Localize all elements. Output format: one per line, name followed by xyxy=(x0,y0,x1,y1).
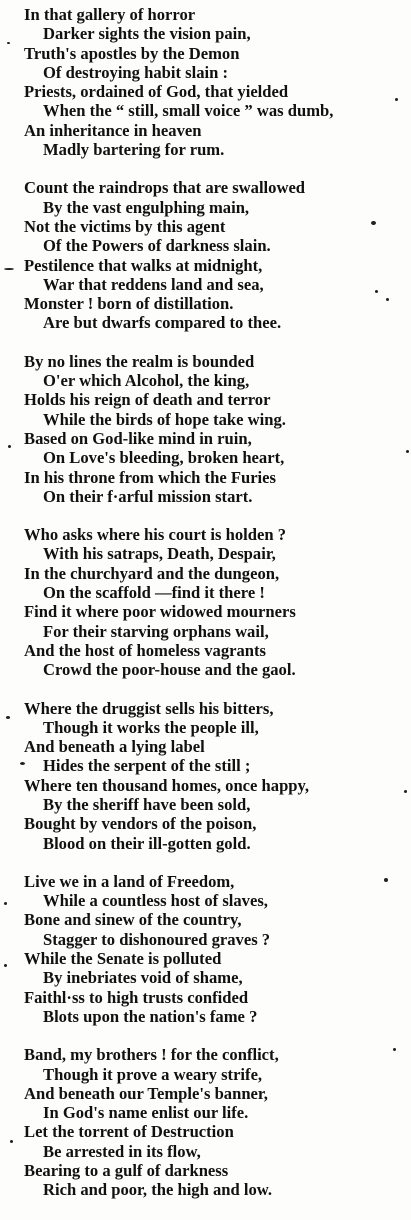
poem-line: Stagger to dishonoured graves ? xyxy=(43,929,271,949)
poem xyxy=(24,5,406,1219)
poem-line: While the Senate is polluted xyxy=(24,949,222,969)
poem-line: Monster ! born of distillation. xyxy=(24,294,234,314)
poem-line: Pestilence that walks at midnight, xyxy=(24,255,263,275)
poem-line: Of destroying habit slain : xyxy=(43,62,229,82)
poem-line: Bone and sinew of the country, xyxy=(24,910,242,930)
scan-speck xyxy=(4,268,14,270)
poem-line: In his throne from which the Furies xyxy=(24,467,276,487)
poem-line: Where ten thousand homes, once happy, xyxy=(24,775,310,795)
poem-line: Count the raindrops that are swallowed xyxy=(24,178,306,198)
stanza-6 xyxy=(24,872,406,1026)
poem-line: By the vast engulphing main, xyxy=(43,197,250,217)
poem-line: Be arrested in its flow, xyxy=(43,1141,201,1161)
scan-speck xyxy=(4,964,7,967)
poem-line: Darker sights the vision pain, xyxy=(43,24,251,44)
poem-line: In God's name enlist our life. xyxy=(43,1103,249,1123)
poem-line: Find it where poor widowed mourners xyxy=(24,602,296,622)
poem-line: Are but dwarfs compared to thee. xyxy=(43,313,282,333)
poem-line: Blots upon the nation's fame ? xyxy=(43,1006,258,1026)
poem-line: In that gallery of horror xyxy=(24,5,196,24)
scan-speck xyxy=(406,450,409,453)
poem-line: On the scaffold —find it there ! xyxy=(43,583,265,603)
poem-line: Of the Powers of darkness slain. xyxy=(43,236,271,256)
poem-line: Bearing to a gulf of darkness xyxy=(24,1161,229,1181)
poem-line: Holds his reign of death and terror xyxy=(24,390,271,410)
poem-line: Truth's apostles by the Demon xyxy=(24,43,240,63)
poem-line: And beneath a lying label xyxy=(24,737,205,757)
poem-line: By inebriates void of shame, xyxy=(43,968,243,988)
poem-line: Let the torrent of Destruction xyxy=(24,1122,234,1142)
poem-line: Though it prove a weary strife, xyxy=(43,1064,263,1084)
poem-line: Though it works the people ill, xyxy=(43,717,259,737)
stanza-4 xyxy=(24,525,406,679)
poem-line: While the birds of hope take wing. xyxy=(43,409,286,429)
stanza-5 xyxy=(24,699,406,853)
poem-line: Not the victims by this agent xyxy=(24,216,226,236)
scan-speck xyxy=(7,42,10,44)
poem-line: Band, my brothers ! for the conflict, xyxy=(24,1045,279,1065)
poem-line: Faithl·ss to high trusts confided xyxy=(24,987,249,1007)
poem-line: For their starving orphans wail, xyxy=(43,621,269,641)
stanza-7 xyxy=(24,1045,406,1199)
poem-line: On their f·arful mission start. xyxy=(43,486,253,506)
poem-line: Bought by vendors of the poison, xyxy=(24,814,257,834)
poem-line: With his satraps, Death, Despair, xyxy=(43,544,276,564)
poem-line: And beneath our Temple's banner, xyxy=(24,1083,268,1103)
poem-line: Based on God-like mind in ruin, xyxy=(24,428,252,448)
poem-line: War that reddens land and sea, xyxy=(43,274,264,294)
poem-line: An inheritance in heaven xyxy=(24,120,202,140)
poem-line: Crowd the poor-house and the gaol. xyxy=(43,660,296,680)
poem-line: Who asks where his court is holden ? xyxy=(24,525,287,545)
poem-line: And the host of homeless vagrants xyxy=(24,640,267,660)
poem-line: O'er which Alcohol, the king, xyxy=(43,371,250,391)
scan-speck xyxy=(8,445,11,448)
stanza-3 xyxy=(24,352,406,506)
poem-line: On Love's bleeding, broken heart, xyxy=(43,448,285,468)
stanza-1 xyxy=(24,5,406,159)
poem-line: Blood on their ill-gotten gold. xyxy=(43,833,251,853)
poem-line: In the churchyard and the dungeon, xyxy=(24,563,280,583)
stanza-2 xyxy=(24,178,406,332)
poem-line: Priests, ordained of God, that yielded xyxy=(24,82,289,102)
poem-line: Live we in a land of Freedom, xyxy=(24,871,235,891)
poem-line: By the sheriff have been sold, xyxy=(43,794,251,814)
poem-line: When the “ still, small voice ” was dumb, xyxy=(43,101,334,121)
scan-speck xyxy=(10,1140,13,1143)
scan-speck xyxy=(4,902,7,905)
poem-line: Madly bartering for rum. xyxy=(43,140,225,160)
poem-line: Rich and poor, the high and low. xyxy=(43,1180,273,1200)
poem-line: Where the druggist sells his bitters, xyxy=(24,698,274,718)
poem-line: Hides the serpent of the still ; xyxy=(43,756,251,776)
scan-speck xyxy=(6,716,10,719)
poem-line: By no lines the realm is bounded xyxy=(24,351,255,371)
poem-line: While a countless host of slaves, xyxy=(43,891,268,911)
